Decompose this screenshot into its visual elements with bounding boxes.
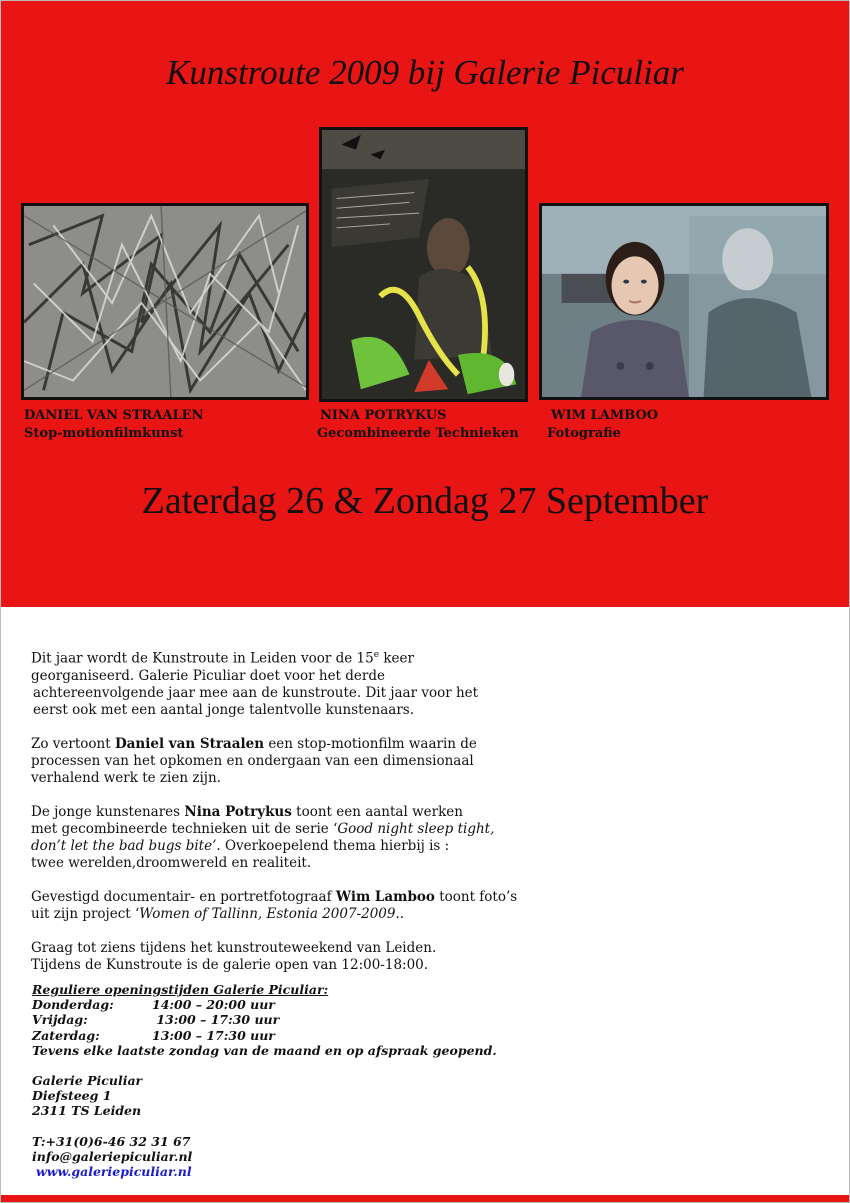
paragraph-intro — [31, 647, 551, 719]
artist-name-bold: Daniel van Straalen — [114, 735, 265, 752]
website-link[interactable]: www.galeriepiculiar.nl — [36, 1164, 192, 1180]
paragraph-wim — [31, 889, 551, 923]
email-link[interactable]: info@galeriepiculiar.nl — [32, 1148, 193, 1164]
text: eerst ook met een aantal jonge talentvolle kunstenaars. — [33, 701, 415, 718]
hours-day: Vrijdag: — [32, 1012, 88, 1028]
paragraph-closing — [31, 940, 551, 974]
hours-heading: Reguliere openingstijden Galerie Piculiar: — [32, 982, 329, 997]
phone: T:+31(0)6-46 32 31 67 — [32, 1133, 191, 1149]
contact-block — [32, 1134, 552, 1180]
text: De jonge kunstenares — [31, 803, 185, 820]
street: Diefsteeg 1 — [32, 1088, 112, 1104]
gallery-info — [32, 982, 552, 1179]
hours-row — [32, 997, 552, 1012]
page-title: Kunstroute 2009 bij Galerie Piculiar — [166, 53, 684, 92]
artist-name-bold: Nina Potrykus — [184, 803, 292, 820]
artist-caption-3 — [547, 407, 658, 443]
artwork-image-photograph — [539, 203, 829, 400]
series-title: don’t let the bad bugs bite’ — [31, 837, 217, 854]
text: processen van het opkomen en ondergaan van een dimensionaal — [31, 752, 474, 769]
text: Dit jaar wordt de Kunstroute in Leiden voor de 15 — [31, 650, 374, 667]
project-title: Women of Tallinn, Estonia 2007-2009. — [139, 905, 400, 922]
artist-name: DANIEL VAN STRAALEN — [24, 408, 204, 423]
hours-day: Zaterdag: — [32, 1027, 100, 1043]
text: toont een aantal werken — [291, 803, 463, 820]
hours-note: Tevens elke laatste zondag van de maand en op afspraak geopend. — [32, 1042, 497, 1058]
text: achtereenvolgende jaar mee aan de kunstroute. Dit jaar voor het — [33, 684, 479, 701]
text: toont foto’s — [434, 888, 518, 905]
artist-discipline: Fotografie — [547, 426, 621, 441]
artist-caption-1 — [24, 407, 203, 443]
gallery-name: Galerie Piculiar — [32, 1073, 143, 1089]
series-title: Good night sleep tight, — [337, 820, 495, 837]
artist-name-bold: Wim Lamboo — [335, 888, 435, 905]
artwork-image-abstract-painting — [21, 203, 309, 400]
superscript: e — [373, 650, 380, 660]
text: Zo vertoont — [31, 735, 115, 752]
event-dates: Zaterdag 26 & Zondag 27 September — [141, 480, 709, 522]
hours-time: 13:00 – 17:30 uur — [152, 1012, 280, 1028]
hours-row — [32, 1012, 552, 1027]
artist-name: NINA POTRYKUS — [320, 408, 447, 423]
text: keer — [379, 650, 414, 667]
text: met gecombineerde technieken uit de serie ‘ — [31, 820, 338, 837]
opening-hours — [32, 982, 552, 1058]
text: Graag tot ziens tijdens het kunstrouteweekend van Leiden. — [31, 939, 437, 956]
hours-row — [32, 1028, 552, 1043]
text: Tijdens de Kunstroute is de galerie open van 12:00-18:00. — [31, 956, 429, 973]
text: . — [399, 905, 405, 922]
text: georganiseerd. Galerie Piculiar doet voor het derde — [31, 667, 385, 684]
text: twee werelden,droomwereld en realiteit. — [31, 854, 312, 871]
address-block — [32, 1073, 552, 1119]
bottom-red-rule — [1, 1195, 849, 1202]
artist-caption-2 — [317, 407, 519, 443]
artist-discipline: Gecombineerde Technieken — [317, 426, 519, 441]
hours-day: Donderdag: — [32, 997, 114, 1013]
text: Gevestigd documentair- en portretfotograaf — [31, 888, 336, 905]
text: een stop-motionfilm waarin de — [264, 735, 477, 752]
text: verhalend werk te zien zijn. — [31, 769, 221, 786]
body-text — [31, 647, 551, 991]
artist-name: WIM LAMBOO — [551, 408, 659, 423]
hours-time: 14:00 – 20:00 uur — [152, 997, 275, 1013]
artist-discipline: Stop-motionfilmkunst — [24, 426, 184, 441]
text: uit zijn project ‘ — [31, 905, 140, 922]
artwork-image-mixed-media — [319, 127, 528, 402]
paragraph-nina — [31, 804, 551, 872]
hours-time: 13:00 – 17:30 uur — [152, 1027, 275, 1043]
city: 2311 TS Leiden — [32, 1103, 142, 1119]
paragraph-daniel — [31, 736, 551, 787]
text: . Overkoepelend thema hierbij is : — [216, 837, 450, 854]
